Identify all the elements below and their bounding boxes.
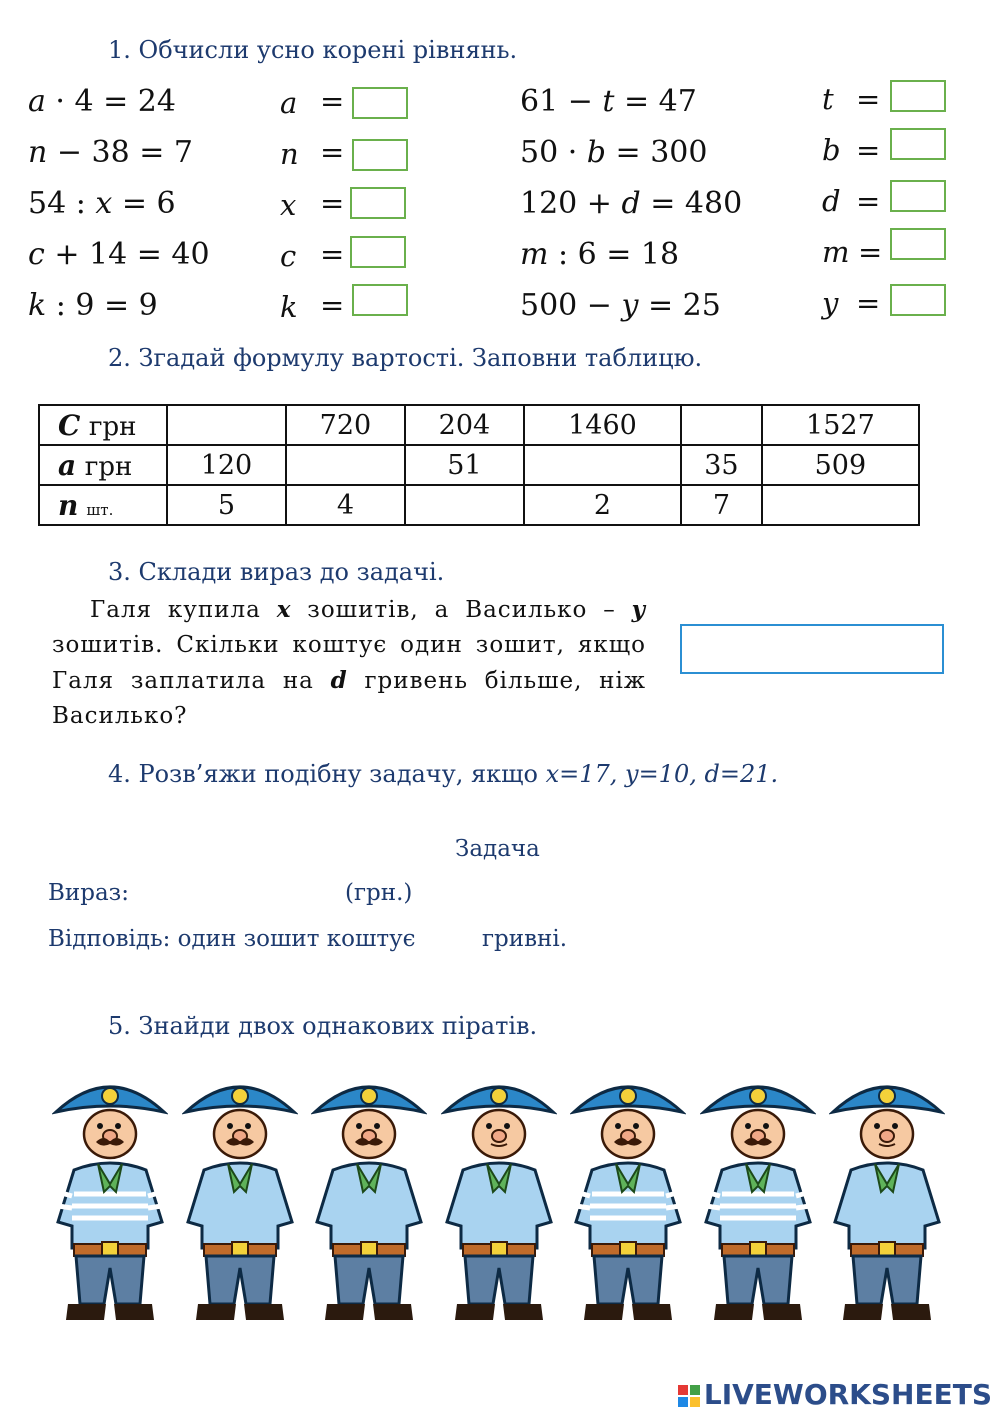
equals-sign: = <box>320 237 345 271</box>
logo-icon <box>678 1385 700 1407</box>
expression-label: Вираз: <box>48 880 129 906</box>
pirate-figure[interactable] <box>311 1072 427 1322</box>
equals-sign: = <box>858 235 883 269</box>
equals-sign: = <box>320 288 345 322</box>
task1-title: 1. Обчисли усно корені рівнянь. <box>108 36 518 64</box>
var-b-label: b <box>822 133 841 167</box>
problem-heading: Задача <box>455 836 540 862</box>
table-cell[interactable] <box>524 445 681 485</box>
equation-m: m : 6 = 18 <box>520 237 680 272</box>
equation-x: 54 : x = 6 <box>28 186 176 221</box>
table-cell[interactable] <box>286 445 405 485</box>
equation-c: c + 14 = 40 <box>28 237 210 272</box>
table-cell: 35 <box>681 445 762 485</box>
var-a-label: a <box>280 86 298 120</box>
cost-table <box>38 404 920 526</box>
row-header-c: C грн <box>39 405 167 445</box>
equals-sign: = <box>320 84 345 118</box>
answer-box-b[interactable] <box>890 128 946 160</box>
table-cell: 7 <box>681 485 762 525</box>
var-t-label: t <box>822 82 834 116</box>
row-header-a: a грн <box>39 445 167 485</box>
table-row-price <box>39 445 919 485</box>
problem-line: Галя заплатила на d гривень більше, ніж <box>52 667 647 694</box>
task2-title: 2. Згадай формулу вартості. Заповни таблицю. <box>108 344 703 372</box>
table-cell: 1527 <box>762 405 919 445</box>
table-cell: 1460 <box>524 405 681 445</box>
task4-title: 4. Розв’яжи подібну задачу, якщо x=17, y=10, d=21. <box>108 760 779 788</box>
equation-y: 500 − y = 25 <box>520 288 721 323</box>
answer-box-a[interactable] <box>352 87 408 119</box>
equation-b: 50 · b = 300 <box>520 135 708 170</box>
table-cell: 204 <box>405 405 524 445</box>
table-row-cost <box>39 405 919 445</box>
pirate-figure[interactable] <box>570 1072 686 1322</box>
answer-box-n[interactable] <box>352 139 408 171</box>
equation-d: 120 + d = 480 <box>520 186 743 221</box>
answer-box-y[interactable] <box>890 284 946 316</box>
var-x-label: x <box>280 188 297 222</box>
var-n-label: n <box>280 137 299 171</box>
table-cell: 509 <box>762 445 919 485</box>
table-cell[interactable] <box>681 405 762 445</box>
table-cell: 4 <box>286 485 405 525</box>
equation-k: k : 9 = 9 <box>28 288 158 323</box>
pirate-figure[interactable] <box>829 1072 945 1322</box>
answer-label: Відповідь: один зошит коштує <box>48 926 416 952</box>
table-cell: 2 <box>524 485 681 525</box>
answer-box-c[interactable] <box>350 236 406 268</box>
answer-box-x[interactable] <box>350 187 406 219</box>
equals-sign: = <box>320 186 345 220</box>
table-cell[interactable] <box>405 485 524 525</box>
answer-box-k[interactable] <box>352 284 408 316</box>
var-k-label: k <box>280 290 298 324</box>
equals-sign: = <box>856 286 881 320</box>
table-cell[interactable] <box>762 485 919 525</box>
task5-title: 5. Знайди двох однакових піратів. <box>108 1012 538 1040</box>
equals-sign: = <box>856 82 881 116</box>
problem-line: Галя купила x зошитів, а Василько – y <box>90 596 646 623</box>
var-c-label: c <box>280 239 297 273</box>
unit-label: (грн.) <box>345 880 413 906</box>
word-problem <box>52 592 646 734</box>
var-y-label: y <box>822 286 839 320</box>
equation-n: n − 38 = 7 <box>28 135 194 170</box>
answer-box-t[interactable] <box>890 80 946 112</box>
table-cell: 720 <box>286 405 405 445</box>
pirate-figure[interactable] <box>441 1072 557 1322</box>
table-cell: 5 <box>167 485 286 525</box>
pirate-figure[interactable] <box>182 1072 298 1322</box>
table-row-quantity <box>39 485 919 525</box>
answer-box-m[interactable] <box>890 228 946 260</box>
expression-input[interactable] <box>680 624 944 674</box>
var-m-label: m <box>822 235 850 269</box>
task3-title: 3. Склади вираз до задачі. <box>108 558 445 586</box>
answer-suffix: гривні. <box>482 926 568 952</box>
var-d-label: d <box>822 184 841 218</box>
answer-box-d[interactable] <box>890 180 946 212</box>
pirate-figure[interactable] <box>52 1072 168 1322</box>
liveworksheets-logo: LIVEWORKSHEETS <box>678 1378 992 1411</box>
problem-line: Василько? <box>52 703 188 729</box>
table-cell: 120 <box>167 445 286 485</box>
table-cell: 51 <box>405 445 524 485</box>
equals-sign: = <box>856 133 881 167</box>
table-cell[interactable] <box>167 405 286 445</box>
equation-t: 61 − t = 47 <box>520 84 697 119</box>
equals-sign: = <box>320 135 345 169</box>
equation-a: a · 4 = 24 <box>28 84 176 119</box>
equals-sign: = <box>856 184 881 218</box>
pirate-figure[interactable] <box>700 1072 816 1322</box>
row-header-n: n шт. <box>39 485 167 525</box>
problem-line: зошитів. Скільки коштує один зошит, якщо <box>52 632 646 658</box>
